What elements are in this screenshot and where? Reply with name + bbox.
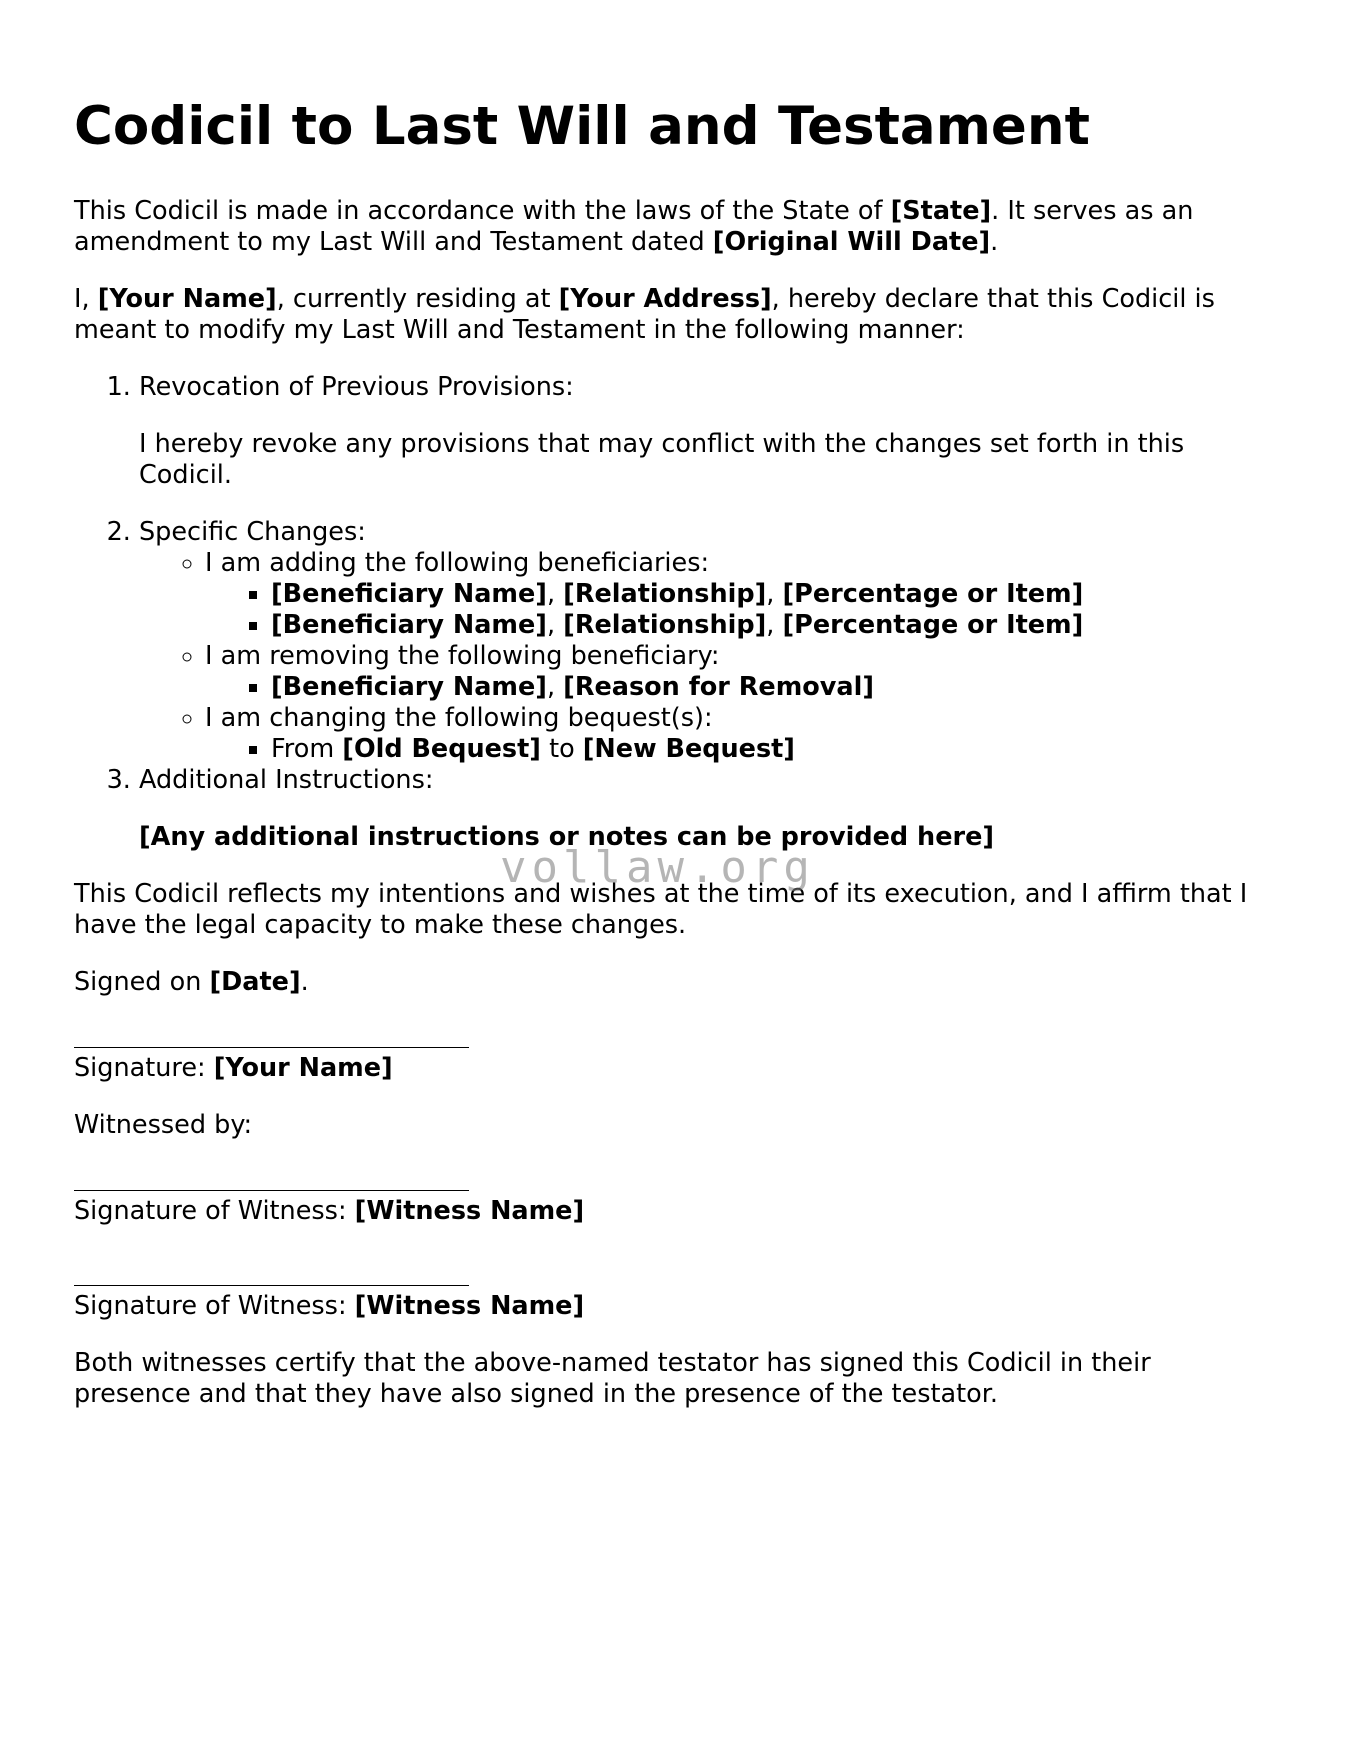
signature-label: Signature: [Your Name] xyxy=(74,1053,393,1083)
witness-signature-label: Signature of Witness: [Witness Name] xyxy=(74,1196,585,1226)
state-placeholder: [State] xyxy=(890,196,992,226)
specific-changes-heading: 2. Specific Changes: xyxy=(139,517,366,547)
changes-list xyxy=(139,548,1274,765)
list-item-added-beneficiary: ▪ [Beneficiary Name], [Relationship], [Percentage or Item] xyxy=(271,610,1274,641)
removed-beneficiaries-list xyxy=(205,672,1274,703)
witness-signature-line xyxy=(74,1190,469,1191)
changed-bequests-list xyxy=(205,734,1274,765)
list-item-removed-beneficiary: ▪ [Beneficiary Name], [Reason for Removal] xyxy=(271,672,1274,703)
document-page xyxy=(74,0,1274,1410)
additional-instructions-heading: 3. Additional Instructions: xyxy=(139,765,434,795)
witness-certification-paragraph: Both witnesses certify that the above-named testator has signed this Codicil in their presence and that they have also signed in the presence of the testator. xyxy=(74,1348,1151,1409)
list-item-specific-changes xyxy=(139,517,1274,765)
document-title: Codicil to Last Will and Testament xyxy=(74,96,1090,157)
codicil-items-list xyxy=(74,372,1274,853)
intro-paragraph-state: This Codicil is made in accordance with the laws of the State of [State]. It serves as an amendment to my Last Will and Testament dated [Original Will Date]. xyxy=(74,196,1194,257)
your-name-placeholder: [Your Name] xyxy=(97,284,277,314)
list-item-additional-instructions xyxy=(139,765,1274,853)
list-item-adding: ◦ I am adding the following beneficiaries: ▪ [Beneficiary Name], [Relationship], [Percentage or Item] ▪ [Beneficiary Name], [Relationship], [Percentage or Item] xyxy=(205,548,1274,641)
list-item-changing: ◦ I am changing the following bequest(s): ▪ From [Old Bequest] to [New Bequest] xyxy=(205,703,1274,765)
intro-paragraph-declaration: I, [Your Name], currently residing at [Your Address], hereby declare that this Codicil is meant to modify my Last Will and Testament in the following manner: xyxy=(74,284,1215,345)
added-beneficiaries-list xyxy=(205,579,1274,641)
watermark-text: vollaw.org xyxy=(500,842,815,893)
list-item-revocation xyxy=(139,372,1274,491)
witnessed-by-label: Witnessed by: xyxy=(74,1110,253,1140)
date-placeholder: [Date] xyxy=(209,967,301,997)
list-item-added-beneficiary: ▪ [Beneficiary Name], [Relationship], [Percentage or Item] xyxy=(271,579,1274,610)
revocation-text: I hereby revoke any provisions that may conflict with the changes set forth in this Codicil. xyxy=(139,429,1185,490)
witness-signature-line xyxy=(74,1285,469,1286)
list-item-removing: ◦ I am removing the following beneficiary: ▪ [Beneficiary Name], [Reason for Removal] xyxy=(205,641,1274,703)
original-will-date-placeholder: [Original Will Date] xyxy=(712,227,991,257)
additional-instructions-placeholder: [Any additional instructions or notes can be provided here] xyxy=(139,822,995,852)
witness-signature-label: Signature of Witness: [Witness Name] xyxy=(74,1291,585,1321)
signed-on-line: Signed on [Date]. xyxy=(74,967,309,997)
signature-line xyxy=(74,1047,469,1048)
your-address-placeholder: [Your Address] xyxy=(558,284,772,314)
revocation-heading: 1. Revocation of Previous Provisions: xyxy=(139,372,574,402)
affirmation-paragraph: This Codicil reflects my intentions and wishes at the time of its execution, and I affirm that I have the legal capacity to make these changes. xyxy=(74,879,1248,940)
list-item-changed-bequest: ▪ From [Old Bequest] to [New Bequest] xyxy=(271,734,1274,765)
